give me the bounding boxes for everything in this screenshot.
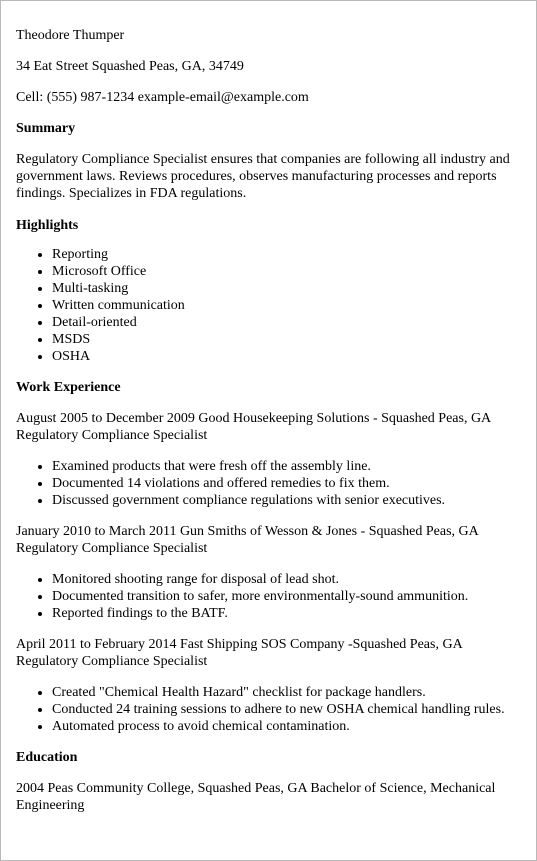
job-title: Regulatory Compliance Specialist	[16, 428, 208, 443]
highlights-list	[16, 246, 520, 365]
list-item: • Microsoft Office	[52, 263, 520, 280]
list-item: • Detail-oriented	[52, 314, 520, 331]
list-item: • Documented transition to safer, more environmentally-sound ammunition.	[52, 588, 520, 605]
list-item: • OSHA	[52, 348, 520, 365]
job-duties-list	[16, 684, 520, 735]
education-text: 2004 Peas Community College, Squashed Peas, GA Bachelor of Science, Mechanical Engineering	[16, 781, 496, 813]
candidate-name: Theodore Thumper	[16, 28, 125, 43]
job-duties-list	[16, 458, 520, 509]
job-header	[16, 636, 520, 670]
highlights-heading: Highlights	[16, 218, 79, 233]
list-item: • Automated process to avoid chemical contamination.	[52, 718, 520, 735]
work-experience-heading: Work Experience	[16, 380, 121, 395]
list-item: • Reporting	[52, 246, 520, 263]
list-item: • Monitored shooting range for disposal of lead shot.	[52, 571, 520, 588]
list-item: • Multi-tasking	[52, 280, 520, 297]
job-entry	[16, 410, 520, 509]
list-item: • Written communication	[52, 297, 520, 314]
list-item: • Discussed government compliance regulations with senior executives.	[52, 492, 520, 509]
job-title: Regulatory Compliance Specialist	[16, 654, 208, 669]
job-entry	[16, 523, 520, 622]
contact-block	[16, 27, 520, 106]
education-heading: Education	[16, 750, 78, 765]
job-dates-employer: April 2011 to February 2014 Fast Shipping SOS Company -Squashed Peas, GA	[16, 637, 463, 652]
job-duties-list	[16, 571, 520, 622]
list-item: • Created "Chemical Health Hazard" checklist for package handlers.	[52, 684, 520, 701]
job-title: Regulatory Compliance Specialist	[16, 541, 208, 556]
candidate-phone-email: Cell: (555) 987-1234 example-email@example.com	[16, 90, 309, 105]
job-entry	[16, 636, 520, 735]
job-dates-employer: January 2010 to March 2011 Gun Smiths of Wesson & Jones - Squashed Peas, GA	[16, 524, 479, 539]
list-item: • MSDS	[52, 331, 520, 348]
list-item: • Examined products that were fresh off the assembly line.	[52, 458, 520, 475]
job-header	[16, 523, 520, 557]
job-dates-employer: August 2005 to December 2009 Good Housekeeping Solutions - Squashed Peas, GA	[16, 411, 492, 426]
summary-heading: Summary	[16, 121, 76, 136]
candidate-address: 34 Eat Street Squashed Peas, GA, 34749	[16, 59, 244, 74]
job-header	[16, 410, 520, 444]
list-item: • Documented 14 violations and offered remedies to fix them.	[52, 475, 520, 492]
list-item: • Conducted 24 training sessions to adhere to new OSHA chemical handling rules.	[52, 701, 520, 718]
list-item: • Reported findings to the BATF.	[52, 605, 520, 622]
summary-text: Regulatory Compliance Specialist ensures that companies are following all industry and government laws. Reviews procedures, observes manufacturing processes and reports findings. Specializes in FDA regulations.	[16, 152, 510, 201]
